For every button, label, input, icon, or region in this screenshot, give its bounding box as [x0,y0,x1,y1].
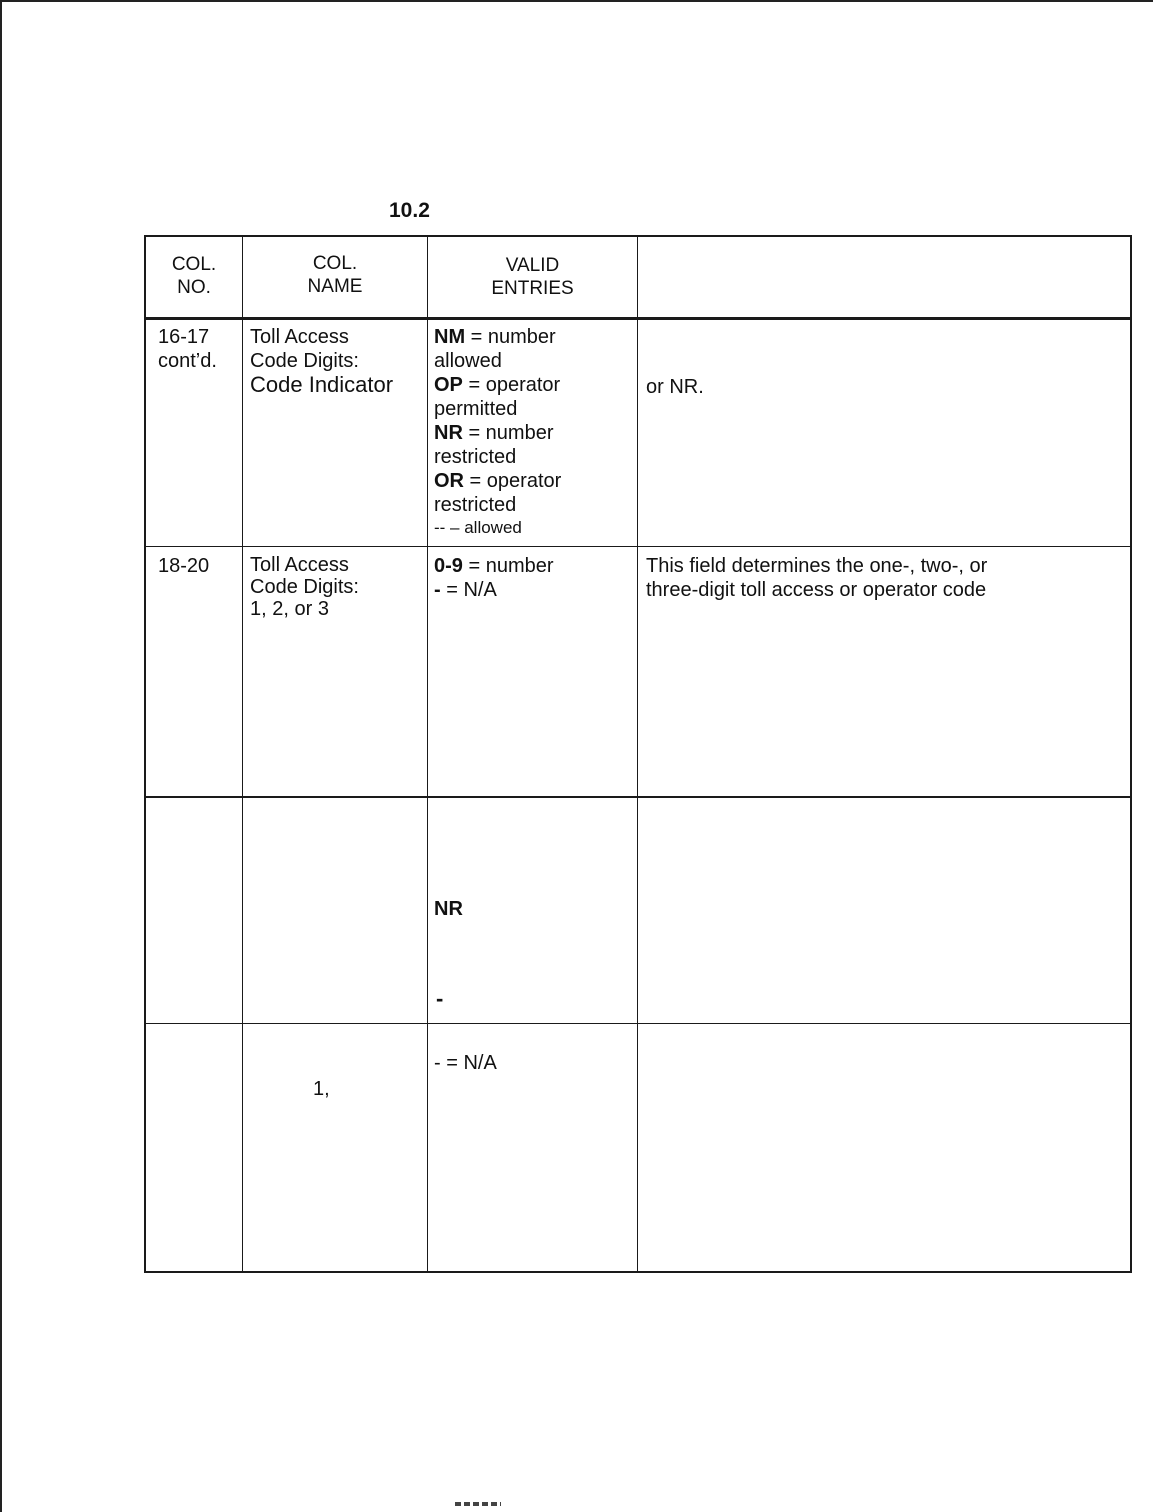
row1-col-name: Toll Access Code Digits: [250,326,359,372]
entry-code: - [434,579,441,601]
entry-line [434,493,634,517]
entry-line [434,421,634,445]
entry-text: -- – allowed [434,518,522,537]
column-divider-3 [637,235,638,1273]
entry-code: OR [434,470,464,492]
row2-valid-entries [434,554,634,602]
parameter-table [144,235,1132,1273]
row3-entry-dash: - [436,986,444,1011]
table-bottom-border [144,1271,1132,1273]
section-number: 10.2 [389,199,430,222]
row2-col-name: Toll Access Code Digits: 1, 2, or 3 [250,554,359,620]
entry-line [434,578,634,602]
entry-line [434,325,634,349]
entry-text: permitted [434,398,518,420]
entry-text: allowed [434,350,502,372]
entry-text: = number [462,422,554,444]
entry-line [434,349,634,373]
entry-line [434,373,634,397]
table-left-border [144,235,146,1273]
entry-code: 0-9 [434,555,463,577]
row1-code-indicator: Code Indicator [250,372,394,397]
row2-col-no: 18-20 [158,555,210,577]
entry-code: OP [434,374,463,396]
row1-valid-entries [434,325,634,539]
entry-line [434,469,634,493]
row-divider-2 [144,796,1132,798]
entry-line [434,517,634,539]
entry-code: NM [434,326,466,348]
row2-description: This field determines the one-, two-, or three-digit toll access or operator code [646,555,988,601]
row3-entry-nr: NR [434,898,463,920]
column-divider-2 [427,235,428,1273]
entry-text: = number [462,555,554,577]
entry-code: NR [434,422,463,444]
table-top-border [144,235,1132,237]
header-divider [144,317,1132,320]
entry-text: = number [465,326,556,348]
row4-col-name: 1, [313,1078,330,1100]
table-right-border [1130,235,1132,1273]
row-divider-1 [144,546,1132,547]
header-col-no: COL. NO. [171,254,217,298]
entry-line [434,554,634,578]
entry-text: = operator [464,470,562,492]
page-border-left [0,0,2,1512]
header-valid-entries: VALID ENTRIES [491,255,574,299]
entry-text: = N/A [440,579,497,601]
entry-text: restricted [434,446,517,468]
entry-text: = operator [462,374,561,396]
row-divider-3 [144,1023,1132,1024]
entry-text: restricted [434,494,517,516]
row1-description: or NR. [646,376,704,398]
page-border-top [0,0,1153,2]
row1-col-no: 16-17 cont’d. [158,326,217,372]
row4-valid-entries: - = N/A [434,1052,497,1074]
page-number-mark [455,1502,501,1506]
entry-line [434,445,634,469]
column-divider-1 [242,235,243,1273]
entry-line [434,397,634,421]
header-col-name: COL. NAME [307,253,363,297]
